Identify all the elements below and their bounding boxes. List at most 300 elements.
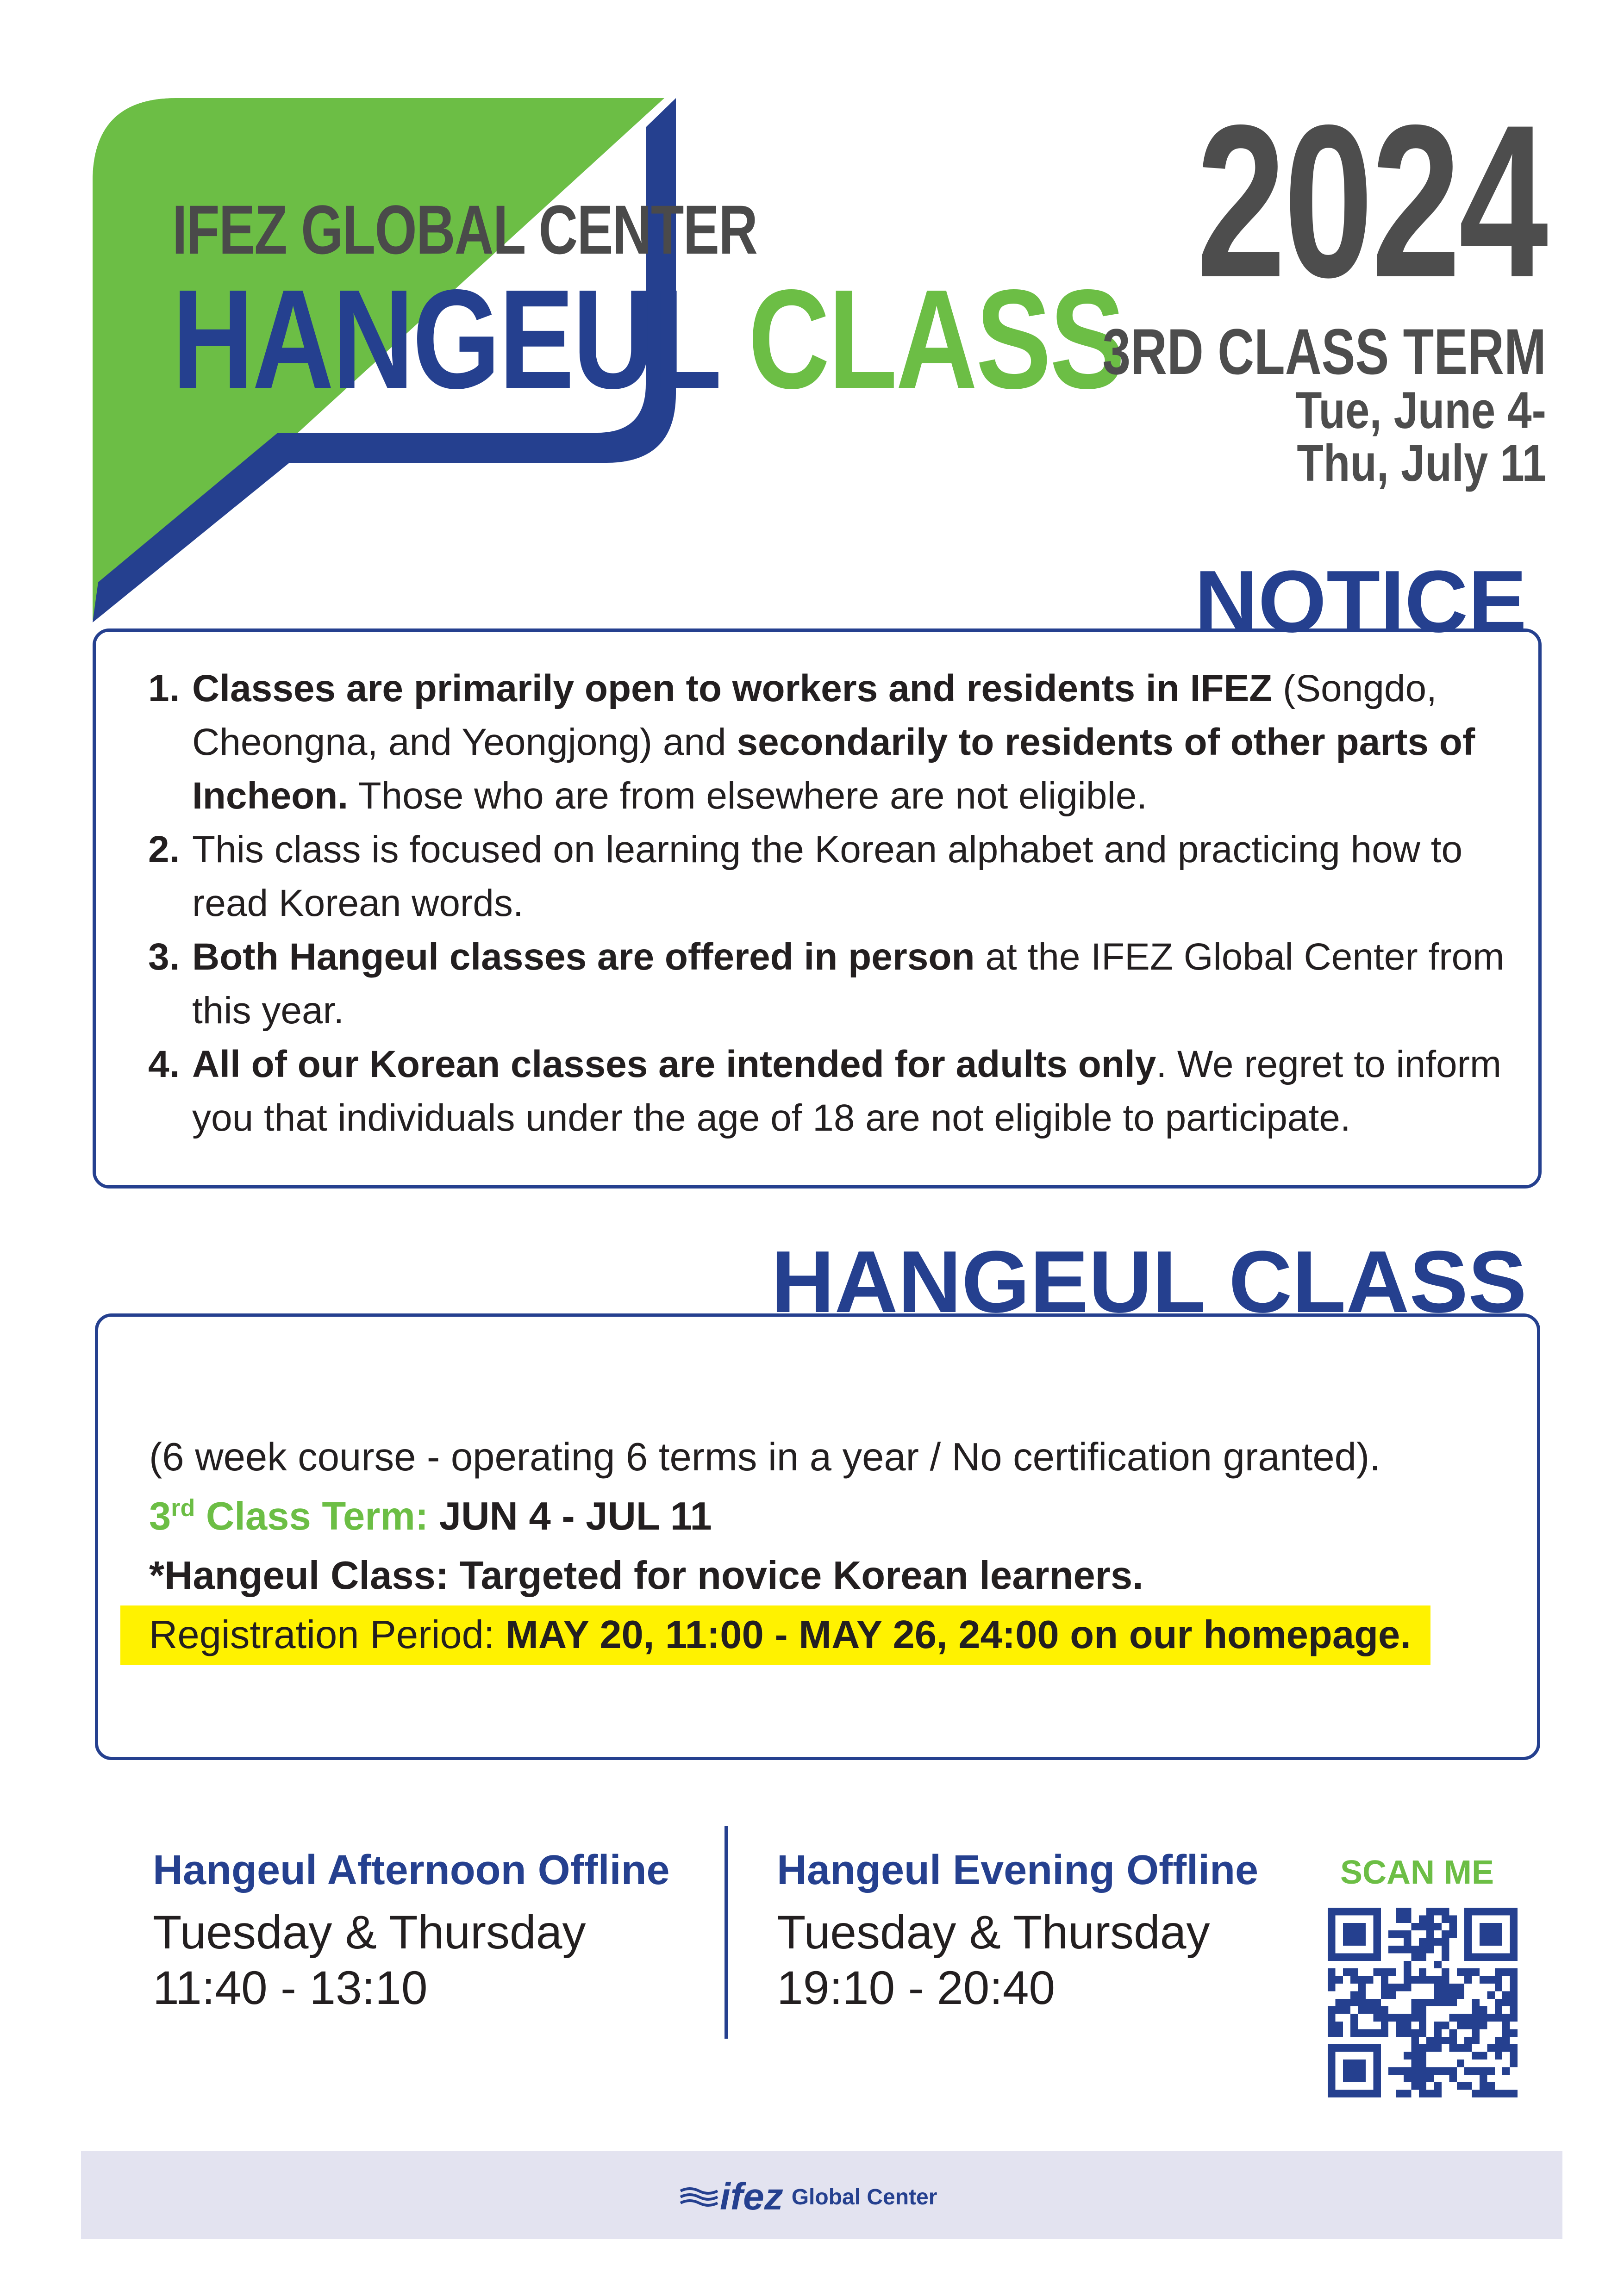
qr-module <box>1449 2014 1456 2022</box>
qr-module <box>1328 1968 1335 1976</box>
notice-item-4-bold: All of our Korean classes are intended for adults only <box>192 1043 1156 1085</box>
notice-item-1-text: (Songdo, <box>1272 667 1437 709</box>
qr-module <box>1358 2067 1366 2074</box>
term-label: 3RD CLASS TERM <box>1102 315 1546 388</box>
term-suffix: rd <box>171 1494 195 1522</box>
notice-item-number: 1. <box>148 667 180 709</box>
qr-module <box>1495 1976 1502 1984</box>
qr-module <box>1442 1999 1449 2006</box>
qr-module <box>1373 2067 1380 2074</box>
qr-module <box>1457 2022 1464 2029</box>
qr-module <box>1411 2067 1418 2074</box>
qr-module <box>1350 2014 1358 2022</box>
logo-subtitle: Global Center <box>791 2184 937 2209</box>
qr-module <box>1464 1915 1472 1923</box>
qr-module <box>1442 1946 1449 1953</box>
qr-module <box>1464 2082 1472 2090</box>
qr-module <box>1381 2014 1388 2022</box>
qr-module <box>1457 2082 1464 2090</box>
qr-module <box>1404 2075 1411 2082</box>
qr-module <box>1472 2067 1480 2074</box>
qr-module <box>1464 1908 1472 1915</box>
qr-module <box>1464 1968 1472 1976</box>
qr-module <box>1472 2052 1480 2060</box>
qr-module <box>1442 1968 1449 1976</box>
qr-module <box>1373 1999 1380 2006</box>
qr-module <box>1510 1984 1518 1991</box>
notice-item-3-text: this year. <box>192 989 344 1032</box>
qr-module <box>1350 2044 1358 2052</box>
qr-module <box>1388 1930 1396 1938</box>
qr-module <box>1411 2060 1418 2067</box>
qr-module <box>1472 2006 1480 2014</box>
qr-module <box>1404 1961 1411 1968</box>
qr-module <box>1502 1953 1510 1960</box>
qr-module <box>1328 2067 1335 2074</box>
qr-module <box>1411 1923 1418 1930</box>
qr-module <box>1426 2075 1434 2082</box>
qr-module <box>1487 1938 1494 1946</box>
qr-module <box>1502 2090 1510 2097</box>
qr-module <box>1366 2029 1373 2036</box>
qr-module <box>1404 1938 1411 1946</box>
qr-module <box>1442 1930 1449 1938</box>
qr-module <box>1335 1908 1343 1915</box>
qr-module <box>1358 2090 1366 2097</box>
qr-module <box>1419 1938 1426 1946</box>
qr-module <box>1373 2082 1380 2090</box>
qr-module <box>1510 1991 1518 1998</box>
notice-item-3-bold: Both Hangeul classes are offered in person <box>192 936 975 978</box>
qr-module <box>1343 1999 1350 2006</box>
qr-module <box>1449 1991 1456 1998</box>
qr-module <box>1472 2014 1480 2022</box>
qr-module <box>1487 1953 1494 1960</box>
qr-module <box>1449 1923 1456 1930</box>
qr-module <box>1350 1908 1358 1915</box>
qr-module <box>1442 1938 1449 1946</box>
qr-module <box>1495 1923 1502 1930</box>
logo-wordmark: ifez <box>720 2176 783 2218</box>
qr-module <box>1464 2044 1472 2052</box>
qr-module <box>1480 2052 1487 2060</box>
qr-module <box>1442 2037 1449 2044</box>
qr-module <box>1502 2022 1510 2029</box>
qr-module <box>1411 1999 1418 2006</box>
qr-module <box>1419 2022 1426 2029</box>
qr-module <box>1510 1923 1518 1930</box>
qr-module <box>1373 2075 1380 2082</box>
qr-module <box>1328 1984 1335 1991</box>
qr-module <box>1343 2090 1350 2097</box>
qr-module <box>1343 1923 1350 1930</box>
qr-module <box>1442 1915 1449 1923</box>
qr-module <box>1358 1976 1366 1984</box>
qr-module <box>1373 2052 1380 2060</box>
notice-item-1-text: Those who are from elsewhere are not eligible. <box>348 775 1148 817</box>
notice-item-1-bold: Classes are primarily open to workers and residents in IFEZ <box>192 667 1273 709</box>
qr-module <box>1411 1976 1418 1984</box>
qr-module <box>1464 1953 1472 1960</box>
notice-item-3 <box>148 930 1518 1038</box>
qr-module <box>1434 1961 1442 1968</box>
qr-module <box>1457 2014 1464 2022</box>
qr-module <box>1480 1908 1487 1915</box>
qr-module <box>1457 1984 1464 1991</box>
qr-module <box>1495 1968 1502 1976</box>
schedule-afternoon <box>153 1847 670 2016</box>
qr-module <box>1464 2014 1472 2022</box>
qr-module <box>1434 2067 1442 2074</box>
qr-module <box>1434 2082 1442 2090</box>
qr-module <box>1404 1930 1411 1938</box>
notice-item-number: 3. <box>148 936 180 978</box>
qr-module <box>1373 1938 1380 1946</box>
qr-module <box>1495 1908 1502 1915</box>
qr-module <box>1343 1930 1350 1938</box>
qr-module <box>1404 2090 1411 2097</box>
registration-period: MAY 20, 11:00 - MAY 26, 24:00 on our homepage. <box>506 1613 1411 1657</box>
qr-module <box>1426 1938 1434 1946</box>
qr-module <box>1442 2067 1449 2074</box>
qr-module <box>1373 2029 1380 2036</box>
qr-module <box>1480 1976 1487 1984</box>
course-info: (6 week course - operating 6 terms in a year / No certification granted). <box>149 1435 1380 1479</box>
qr-module <box>1328 2052 1335 2060</box>
schedule-evening <box>777 1847 1258 2016</box>
qr-module <box>1442 1991 1449 1998</box>
qr-module <box>1487 1930 1494 1938</box>
qr-module <box>1373 2060 1380 2067</box>
qr-module <box>1328 2022 1335 2029</box>
qr-module <box>1426 2037 1434 2044</box>
term-end-date: Thu, July 11 <box>1297 434 1546 492</box>
qr-module <box>1480 2022 1487 2029</box>
schedule-divider <box>725 1826 728 2039</box>
qr-module <box>1464 1946 1472 1953</box>
qr-module <box>1350 2060 1358 2067</box>
footer-logo <box>678 2175 937 2219</box>
qr-module <box>1487 2090 1494 2097</box>
qr-module <box>1388 1991 1396 1998</box>
qr-module <box>1343 2006 1350 2014</box>
qr-module <box>1381 2022 1388 2029</box>
qr-module <box>1343 1968 1350 1976</box>
scan-me-label: SCAN ME <box>1340 1854 1494 1891</box>
qr-module <box>1350 1968 1358 1976</box>
qr-module <box>1464 1930 1472 1938</box>
qr-module <box>1328 1953 1335 1960</box>
qr-module <box>1502 2014 1510 2022</box>
qr-module <box>1404 1968 1411 1976</box>
qr-module <box>1343 2075 1350 2082</box>
qr-module <box>1495 2037 1502 2044</box>
evening-time: 19:10 - 20:40 <box>777 1961 1056 2014</box>
qr-module <box>1442 2022 1449 2029</box>
qr-module <box>1419 1946 1426 1953</box>
qr-module <box>1358 1999 1366 2006</box>
qr-module <box>1426 2044 1434 2052</box>
notice-item-4 <box>148 1038 1518 1145</box>
qr-module <box>1335 1976 1343 1984</box>
qr-module <box>1350 2067 1358 2074</box>
qr-module <box>1449 2044 1456 2052</box>
qr-module <box>1381 1991 1388 1998</box>
term-dates: JUN 4 - JUL 11 <box>428 1494 712 1538</box>
qr-module <box>1373 2014 1380 2022</box>
qr-module <box>1434 1908 1442 1915</box>
evening-days: Tuesday & Thursday <box>777 1906 1210 1959</box>
qr-module <box>1381 1968 1388 1976</box>
qr-module <box>1396 2029 1404 2036</box>
notice-item-4-text: . We regret to inform <box>1156 1043 1502 1085</box>
qr-module <box>1464 1923 1472 1930</box>
notice-title: NOTICE <box>1194 553 1527 651</box>
qr-module <box>1464 1976 1472 1984</box>
qr-module <box>1381 1976 1388 1984</box>
qr-module <box>1472 1968 1480 1976</box>
notice-item-number: 4. <box>148 1043 180 1085</box>
qr-module <box>1442 1908 1449 1915</box>
qr-module <box>1388 1968 1396 1976</box>
qr-module <box>1373 1908 1380 1915</box>
qr-module <box>1350 1953 1358 1960</box>
qr-module <box>1396 1930 1404 1938</box>
title-word-class: CLASS <box>748 260 1124 418</box>
qr-module <box>1411 2029 1418 2036</box>
qr-module <box>1328 1923 1335 1930</box>
qr-module <box>1350 1999 1358 2006</box>
qr-module <box>1495 2090 1502 2097</box>
qr-module <box>1495 1930 1502 1938</box>
qr-module <box>1411 1953 1418 1960</box>
qr-module <box>1419 2067 1426 2074</box>
qr-module <box>1335 2022 1343 2029</box>
qr-module <box>1480 2014 1487 2022</box>
qr-module <box>1434 1991 1442 1998</box>
qr-module <box>1457 1968 1464 1976</box>
notice-item-1-bold: Incheon. <box>192 775 349 817</box>
qr-module <box>1350 2029 1358 2036</box>
afternoon-time: 11:40 - 13:10 <box>153 1961 428 2014</box>
qr-module <box>1419 1953 1426 1960</box>
qr-module <box>1404 1908 1411 1915</box>
qr-module <box>1373 2006 1380 2014</box>
qr-module <box>1449 2075 1456 2082</box>
qr-module <box>1434 1999 1442 2006</box>
qr-module <box>1358 1991 1366 1998</box>
qr-module <box>1396 1908 1404 1915</box>
qr-module <box>1396 2067 1404 2074</box>
notice-item-1 <box>148 662 1518 823</box>
notice-item-2-text: This class is focused on learning the Korean alphabet and practicing how to <box>192 828 1463 871</box>
header-subtitle: IFEZ GLOBAL CENTER <box>172 191 757 268</box>
qr-module <box>1426 2067 1434 2074</box>
qr-module <box>1419 1923 1426 1930</box>
qr-module <box>1381 2006 1388 2014</box>
qr-module <box>1404 2052 1411 2060</box>
qr-module <box>1495 1953 1502 1960</box>
afternoon-days: Tuesday & Thursday <box>153 1906 586 1959</box>
qr-module <box>1411 2075 1418 2082</box>
qr-module <box>1464 2022 1472 2029</box>
qr-module <box>1464 2037 1472 2044</box>
qr-module <box>1419 1915 1426 1923</box>
qr-module <box>1419 2090 1426 2097</box>
qr-module <box>1419 2060 1426 2067</box>
qr-module <box>1487 1908 1494 1915</box>
qr-module <box>1502 1908 1510 1915</box>
qr-module <box>1366 2090 1373 2097</box>
notice-item-1-text: Cheongna, and Yeongjong) and <box>192 721 737 763</box>
qr-module <box>1343 1908 1350 1915</box>
qr-module <box>1343 2067 1350 2074</box>
qr-module <box>1328 1915 1335 1923</box>
qr-module <box>1350 2075 1358 2082</box>
qr-module <box>1480 2067 1487 2074</box>
qr-module <box>1328 1976 1335 1984</box>
qr-module <box>1328 1930 1335 1938</box>
qr-module <box>1510 1915 1518 1923</box>
qr-module <box>1419 1976 1426 1984</box>
qr-module <box>1472 2037 1480 2044</box>
qr-module <box>1434 2037 1442 2044</box>
qr-module <box>1328 2075 1335 2082</box>
qr-module <box>1510 2044 1518 2052</box>
qr-module <box>1373 1915 1380 1923</box>
qr-module <box>1434 1984 1442 1991</box>
qr-module <box>1434 2090 1442 2097</box>
qr-module <box>1502 2037 1510 2044</box>
qr-module <box>1411 1946 1418 1953</box>
qr-module <box>1495 2014 1502 2022</box>
qr-module <box>1487 2067 1494 2074</box>
qr-module <box>1502 2067 1510 2074</box>
qr-module <box>1328 2044 1335 2052</box>
qr-module <box>1480 2006 1487 2014</box>
qr-module <box>1495 1984 1502 1991</box>
qr-module <box>1328 2014 1335 2022</box>
qr-module <box>1396 2022 1404 2029</box>
qr-module <box>1404 1976 1411 1984</box>
qr-module <box>1495 2006 1502 2014</box>
qr-module <box>1480 2090 1487 2097</box>
qr-module <box>1404 2022 1411 2029</box>
qr-module <box>1343 2044 1350 2052</box>
qr-module <box>1442 1984 1449 1991</box>
qr-module <box>1480 2082 1487 2090</box>
qr-module <box>1411 2014 1418 2022</box>
qr-module <box>1381 1984 1388 1991</box>
title-word-hangeul: HANGEUL <box>172 260 718 418</box>
qr-module <box>1472 1953 1480 1960</box>
registration-label: Registration Period: <box>149 1613 506 1657</box>
qr-module <box>1449 1984 1456 1991</box>
class-info <box>149 1428 1430 1665</box>
qr-module <box>1502 1968 1510 1976</box>
qr-module <box>1419 2052 1426 2060</box>
qr-module <box>1343 2060 1350 2067</box>
notice-item-4-text: you that individuals under the age of 18 are not eligible to participate. <box>192 1097 1351 1139</box>
qr-code-icon[interactable] <box>1328 1908 1518 2097</box>
qr-module <box>1464 2067 1472 2074</box>
qr-module <box>1487 1923 1494 1930</box>
qr-module <box>1366 2044 1373 2052</box>
qr-module <box>1472 2090 1480 2097</box>
qr-module <box>1426 1946 1434 1953</box>
qr-module <box>1373 1930 1380 1938</box>
qr-module <box>1366 1953 1373 1960</box>
qr-module <box>1510 1908 1518 1915</box>
qr-module <box>1335 2044 1343 2052</box>
qr-module <box>1419 2014 1426 2022</box>
qr-module <box>1510 2060 1518 2067</box>
target-learners: *Hangeul Class: Targeted for novice Korean learners. <box>149 1554 1143 1598</box>
qr-module <box>1487 2014 1494 2022</box>
qr-module <box>1358 2075 1366 2082</box>
qr-module <box>1335 1999 1343 2006</box>
qr-module <box>1426 1908 1434 1915</box>
qr-module <box>1480 1953 1487 1960</box>
notice-item-3-text: at the IFEZ Global Center from <box>974 936 1505 978</box>
qr-module <box>1411 2052 1418 2060</box>
qr-module <box>1328 1908 1335 1915</box>
qr-module <box>1419 1968 1426 1976</box>
qr-module <box>1373 1923 1380 1930</box>
qr-module <box>1328 2029 1335 2036</box>
qr-module <box>1373 1953 1380 1960</box>
qr-module <box>1335 1953 1343 1960</box>
qr-module <box>1388 2014 1396 2022</box>
qr-module <box>1373 2090 1380 2097</box>
qr-module <box>1328 1946 1335 1953</box>
qr-module <box>1328 2090 1335 2097</box>
qr-module <box>1419 2029 1426 2036</box>
qr-module <box>1350 1938 1358 1946</box>
qr-module <box>1358 1953 1366 1960</box>
qr-module <box>1411 2044 1418 2052</box>
qr-module <box>1328 2060 1335 2067</box>
qr-module <box>1358 1930 1366 1938</box>
qr-module <box>1510 2006 1518 2014</box>
qr-module <box>1472 1908 1480 1915</box>
qr-module <box>1510 1946 1518 1953</box>
qr-module <box>1404 2029 1411 2036</box>
evening-title: Hangeul Evening Offline <box>777 1847 1259 1893</box>
notice-list <box>148 662 1518 1145</box>
qr-module <box>1480 1938 1487 1946</box>
qr-module <box>1411 2082 1418 2090</box>
qr-module <box>1419 2006 1426 2014</box>
qr-module <box>1502 1999 1510 2006</box>
qr-module <box>1480 1930 1487 1938</box>
qr-module <box>1426 1923 1434 1930</box>
qr-module <box>1396 1984 1404 1991</box>
qr-module <box>1510 2090 1518 2097</box>
qr-module <box>1434 1976 1442 1984</box>
qr-module <box>1457 2060 1464 2067</box>
qr-module <box>1510 2014 1518 2022</box>
qr-module <box>1366 2006 1373 2014</box>
qr-module <box>1350 1923 1358 1930</box>
qr-module <box>1358 1984 1366 1991</box>
qr-module <box>1426 2090 1434 2097</box>
qr-module <box>1442 1976 1449 1984</box>
registration-highlight <box>120 1605 1430 1665</box>
qr-module <box>1419 2082 1426 2090</box>
qr-module <box>1366 1999 1373 2006</box>
qr-module <box>1350 2090 1358 2097</box>
